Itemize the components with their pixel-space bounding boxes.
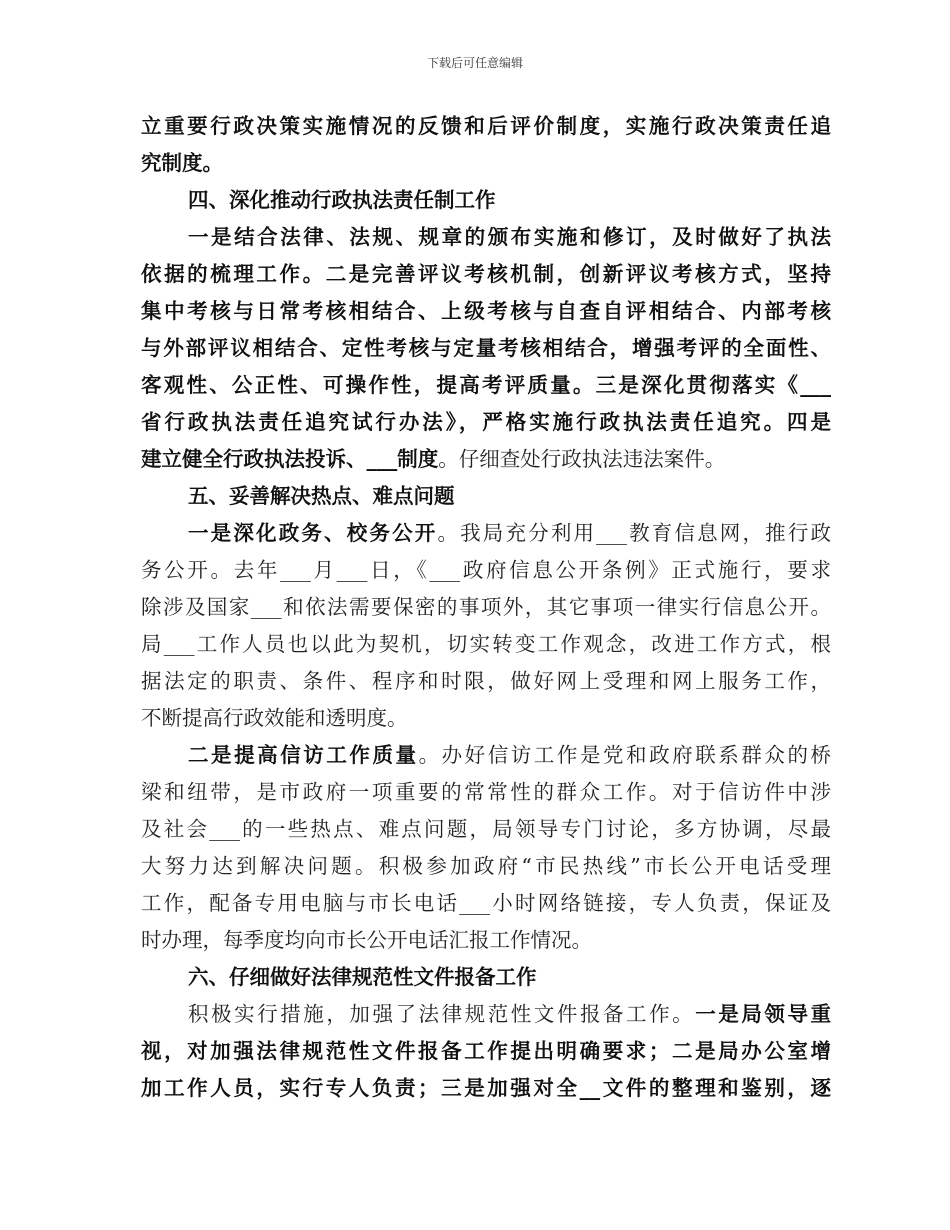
text-line: 大努力达到解决问题。积极参加政府“市民热线”市长公开电话受理 bbox=[141, 854, 831, 878]
text-line: 与外部评议相结合、定性考核与定量考核相结合，增强考评的全面性、 bbox=[141, 336, 831, 360]
text-line: 积极实行措施，加强了法律规范性文件报备工作。一是局领导重 bbox=[188, 1002, 832, 1026]
text-line: 加工作人员，实行专人负责；三是加强对全__文件的整理和鉴别，逐 bbox=[141, 1076, 831, 1100]
page-header: 下载后可任意编辑 bbox=[426, 56, 523, 70]
text-line: 究制度。 bbox=[141, 151, 223, 175]
text-line: 省行政执法责任追究试行办法》，严格实施行政执法责任追究。四是 bbox=[141, 410, 831, 434]
text-line: 视，对加强法律规范性文件报备工作提出明确要求；二是局办公室增 bbox=[141, 1039, 831, 1063]
text-line: 及社会___的一些热点、难点问题，局领导专门讨论，多方协调，尽最 bbox=[141, 817, 831, 841]
text-line: 依据的梳理工作。二是完善评议考核机制，创新评议考核方式，坚持 bbox=[141, 262, 831, 286]
text-line: 一是深化政务、校务公开。我局充分利用___教育信息网，推行政 bbox=[188, 521, 832, 545]
text-line: 时办理，每季度均向市长公开电话汇报工作情况。 bbox=[141, 928, 592, 952]
text-line: 局___工作人员也以此为契机，切实转变工作观念，改进工作方式，根 bbox=[141, 632, 831, 656]
text-line: 一是结合法律、法规、规章的颁布实施和修订，及时做好了执法 bbox=[188, 225, 831, 249]
text-line: 二是提高信访工作质量。办好信访工作是党和政府联系群众的桥 bbox=[188, 743, 832, 767]
text-line: 不断提高行政效能和透明度。 bbox=[141, 706, 408, 730]
text-line: 据法定的职责、条件、程序和时限，做好网上受理和网上服务工作， bbox=[141, 669, 831, 693]
text-line: 工作，配备专用电脑与市长电话___小时网络链接，专人负责，保证及 bbox=[141, 891, 831, 915]
text-line: 客观性、公正性、可操作性，提高考评质量。三是深化贯彻落实《___ bbox=[141, 373, 831, 397]
section-heading: 六、仔细做好法律规范性文件报备工作 bbox=[188, 965, 537, 989]
text-line: 除涉及国家___和依法需要保密的事项外，其它事项一律实行信息公开。 bbox=[141, 595, 831, 619]
text-line: 建立健全行政执法投诉、___制度。仔细查处行政执法违法案件。 bbox=[141, 447, 726, 471]
text-line: 梁和纽带，是市政府一项重要的常常性的群众工作。对于信访件中涉 bbox=[141, 780, 831, 804]
text-line: 集中考核与日常考核相结合、上级考核与自查自评相结合、内部考核 bbox=[141, 299, 831, 323]
text-line: 务公开。去年___月___日，《___政府信息公开条例》正式施行，要求 bbox=[141, 558, 831, 582]
text-line: 立重要行政决策实施情况的反馈和后评价制度，实施行政决策责任追 bbox=[141, 114, 831, 138]
section-heading: 五、妥善解决热点、难点问题 bbox=[188, 484, 455, 508]
section-heading: 四、深化推动行政执法责任制工作 bbox=[188, 188, 496, 212]
